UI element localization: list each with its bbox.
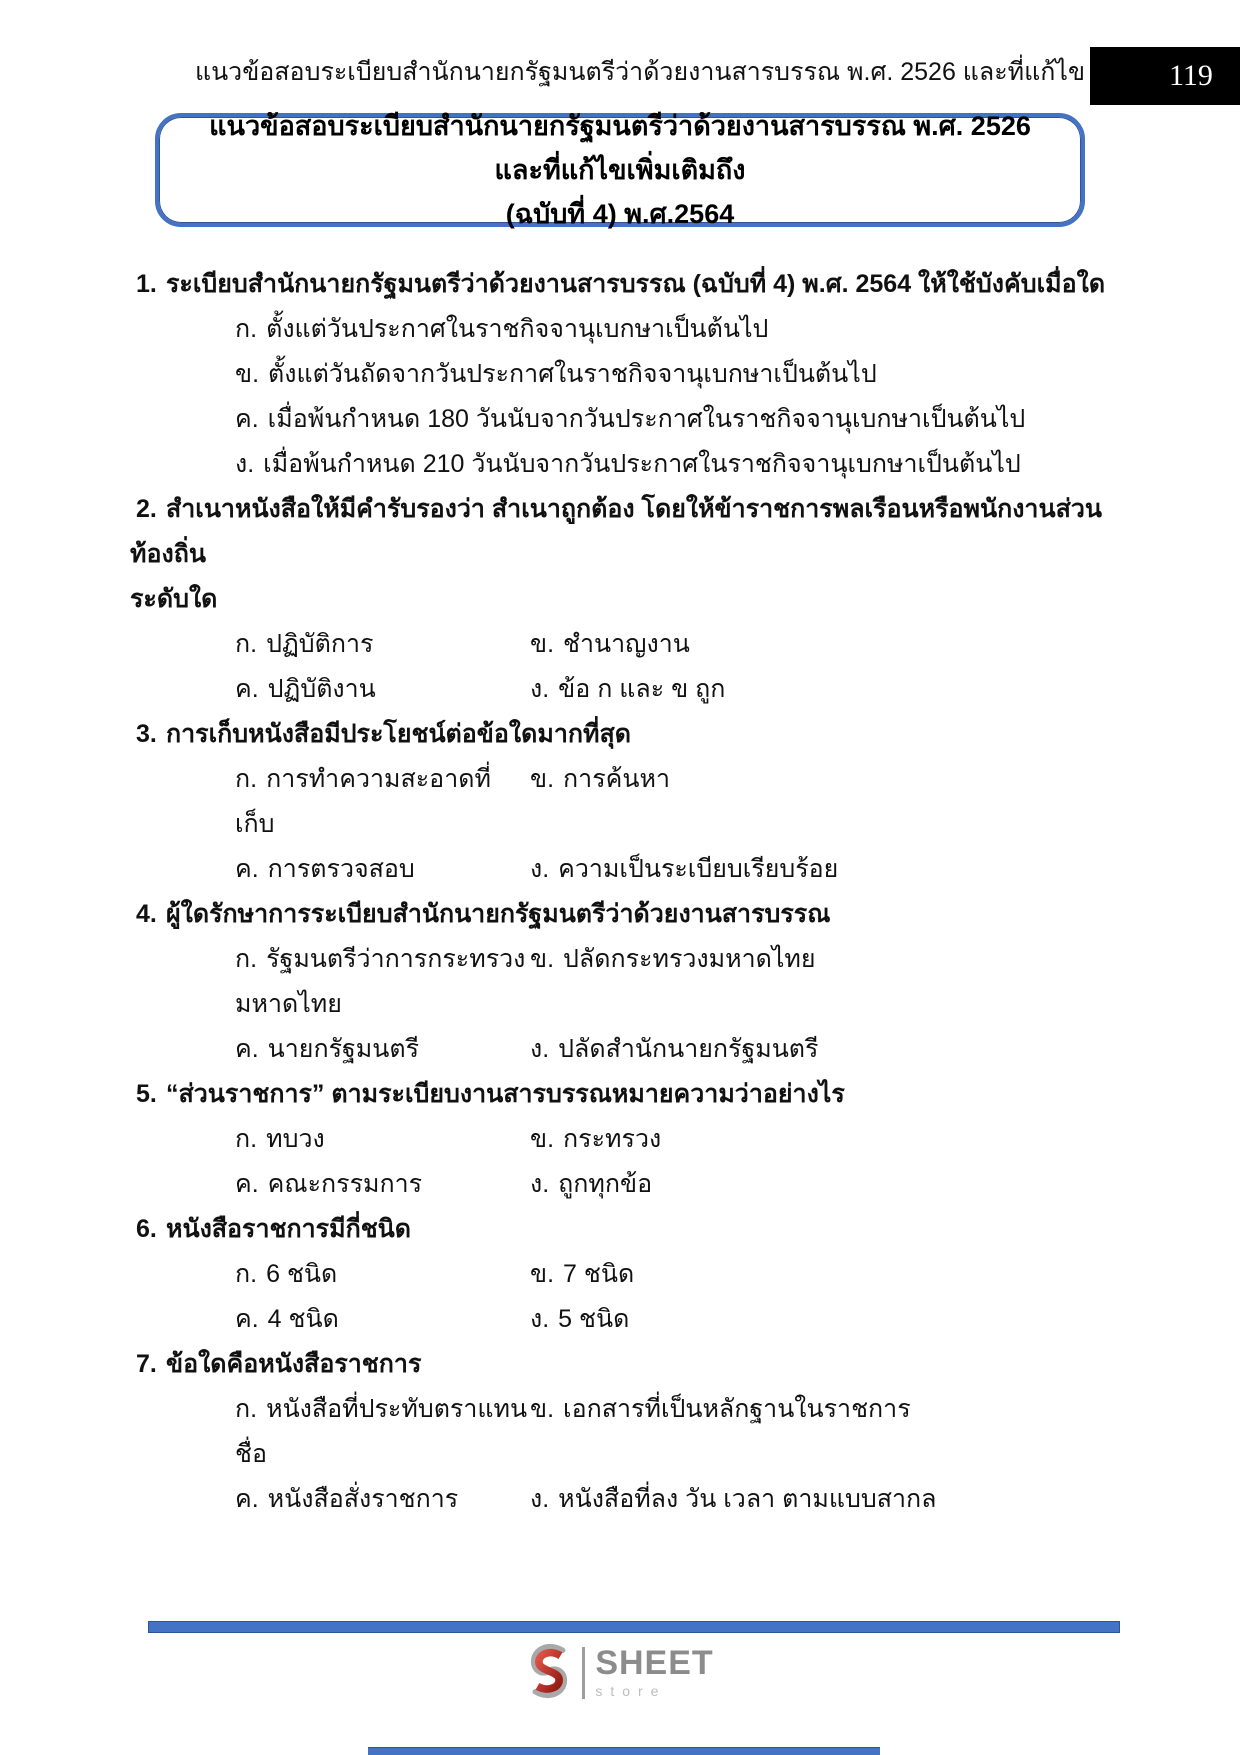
option-b: ข. เอกสารที่เป็นหลักฐานในราชการ <box>530 1395 911 1423</box>
exam-title-line1: แนวข้อสอบระเบียบสำนักนายกรัฐมนตรีว่าด้วยงานสารบรรณ พ.ศ. 2526 และที่แก้ไขเพิ่มเติมถึง <box>209 111 1031 185</box>
option-b: ข. กระทรวง <box>530 1125 662 1153</box>
option-a: ก. ทบวง <box>235 1125 325 1153</box>
option-c: ค. เมื่อพ้นกำหนด 180 วันนับจากวันประกาศในราชกิจจานุเบกษาเป็นต้นไป <box>235 405 1026 433</box>
question-text: 1. ระเบียบสำนักนายกรัฐมนตรีว่าด้วยงานสารบรรณ (ฉบับที่ 4) พ.ศ. 2564 ให้ใช้บังคับเมื่อใด <box>136 270 1106 298</box>
option-b: ข. ชำนาญงาน <box>530 630 690 658</box>
option-d: ง. เมื่อพ้นกำหนด 210 วันนับจากวันประกาศในราชกิจจานุเบกษาเป็นต้นไป <box>235 450 1021 478</box>
brand-name: SHEET <box>595 1644 714 1682</box>
option-a: ก. การทำความสะอาดที่เก็บ <box>235 765 491 838</box>
option-c: ค. การตรวจสอบ <box>235 855 415 883</box>
option-b: ข. ปลัดกระทรวงมหาดไทย <box>530 945 816 973</box>
sheet-store-logo <box>0 1643 1240 1703</box>
brand-subtitle: store <box>595 1683 667 1699</box>
question-list <box>130 262 1135 1522</box>
question-3 <box>130 712 1135 892</box>
option-c: ค. คณะกรรมการ <box>235 1170 423 1198</box>
option-d: ง. ข้อ ก และ ข ถูก <box>530 675 726 703</box>
option-c: ค. 4 ชนิด <box>235 1305 339 1333</box>
question-text: 3. การเก็บหนังสือมีประโยชน์ต่อข้อใดมากที่สุด <box>136 720 631 748</box>
exam-title-line2: (ฉบับที่ 4) พ.ศ.2564 <box>505 199 735 229</box>
option-d: ง. ความเป็นระเบียบเรียบร้อย <box>530 855 839 883</box>
option-b: ข. การค้นหา <box>530 765 670 793</box>
question-5 <box>130 1072 1135 1207</box>
option-c: ค. ปฏิบัติงาน <box>235 675 376 703</box>
option-c: ค. หนังสือสั่งราชการ <box>235 1485 459 1513</box>
page-number: 119 <box>1169 59 1213 92</box>
option-a: ก. ปฏิบัติการ <box>235 630 374 658</box>
option-d: ง. 5 ชนิด <box>530 1305 630 1333</box>
page-number-badge <box>1090 47 1240 105</box>
option-d: ง. ถูกทุกข้อ <box>530 1170 653 1198</box>
option-b: ข. 7 ชนิด <box>530 1260 635 1288</box>
option-d: ง. หนังสือที่ลง วัน เวลา ตามแบบสากล <box>530 1485 937 1513</box>
question-text-continued: ระดับใด <box>130 585 218 613</box>
question-4 <box>130 892 1135 1072</box>
bottom-partial-bar <box>368 1747 880 1755</box>
option-a: ก. รัฐมนตรีว่าการกระทรวงมหาดไทย <box>235 945 526 1018</box>
logo-divider <box>582 1647 585 1699</box>
option-d: ง. ปลัดสำนักนายกรัฐมนตรี <box>530 1035 819 1063</box>
question-text: 4. ผู้ใดรักษาการระเบียบสำนักนายกรัฐมนตรีว่าด้วยงานสารบรรณ <box>136 900 831 928</box>
question-2 <box>130 487 1135 712</box>
question-1 <box>130 262 1135 487</box>
option-b: ข. ตั้งแต่วันถัดจากวันประกาศในราชกิจจานุเบกษาเป็นต้นไป <box>235 360 877 388</box>
question-text: 7. ข้อใดคือหนังสือราชการ <box>136 1350 422 1378</box>
footer-divider-bar <box>148 1621 1120 1633</box>
option-a: ก. 6 ชนิด <box>235 1260 338 1288</box>
question-7 <box>130 1342 1135 1522</box>
question-text: 2. สำเนาหนังสือให้มีคำรับรองว่า สำเนาถูกต้อง โดยให้ข้าราชการพลเรือนหรือพนักงานส่วนท้องถิ่น <box>130 495 1102 568</box>
option-a: ก. ตั้งแต่วันประกาศในราชกิจจานุเบกษาเป็นต้นไป <box>235 315 769 343</box>
sheet-store-s-mark-icon <box>526 1643 572 1704</box>
question-6 <box>130 1207 1135 1342</box>
option-c: ค. นายกรัฐมนตรี <box>235 1035 420 1063</box>
question-text: 5. “ส่วนราชการ” ตามระเบียบงานสารบรรณหมายความว่าอย่างไร <box>136 1080 845 1108</box>
exam-title-box <box>155 113 1085 227</box>
running-header-title: แนวข้อสอบระเบียบสำนักนายกรัฐมนตรีว่าด้วยงานสารบรรณ พ.ศ. 2526 และที่แก้ไข <box>194 58 1086 86</box>
question-text: 6. หนังสือราชการมีกี่ชนิด <box>136 1215 411 1243</box>
option-a: ก. หนังสือที่ประทับตราแทนชื่อ <box>235 1395 528 1468</box>
